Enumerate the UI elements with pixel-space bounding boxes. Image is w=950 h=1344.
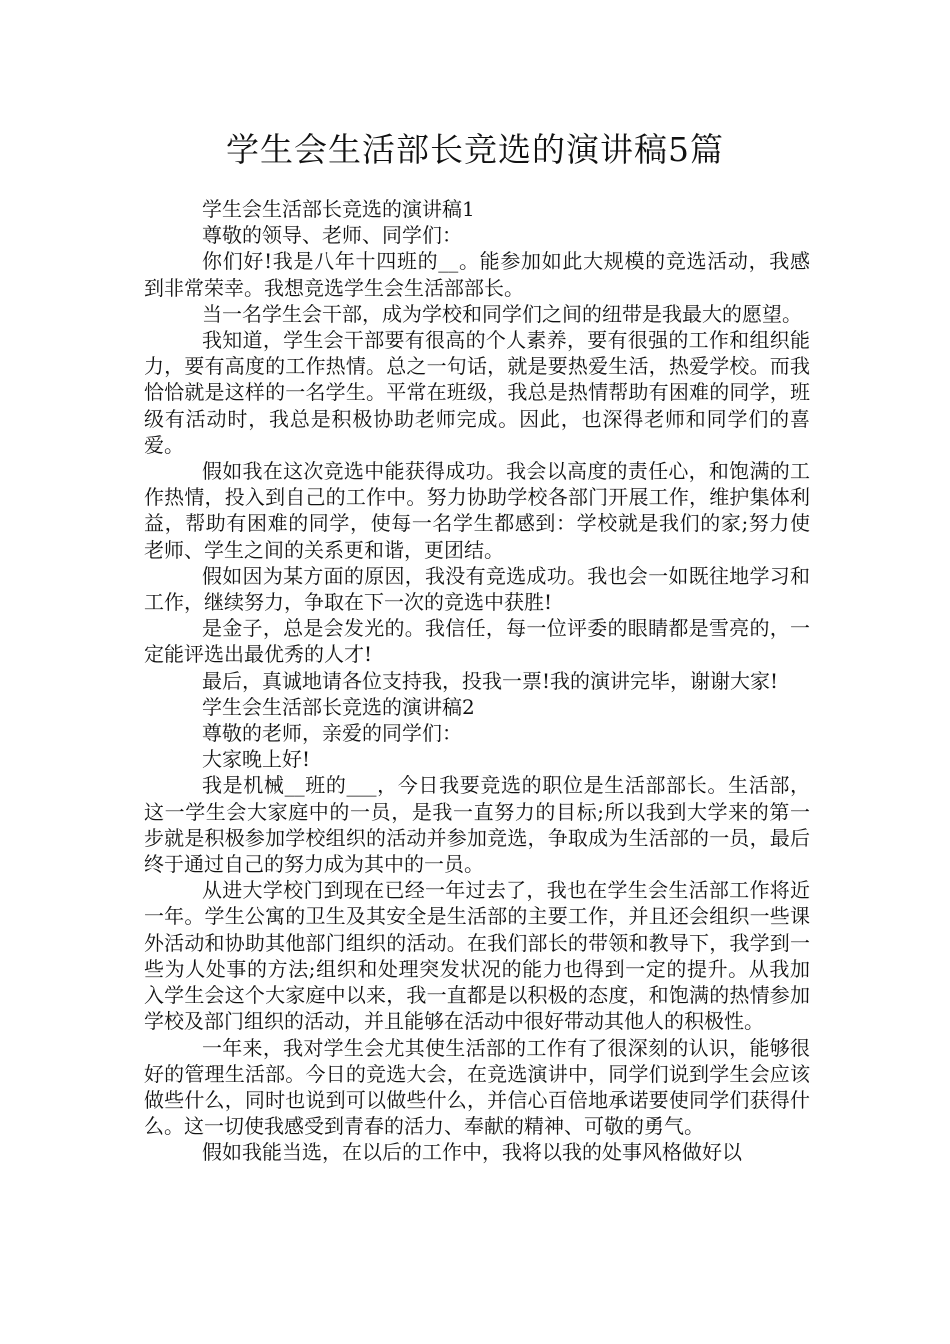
paragraph: 一年来，我对学生会尤其使生活部的工作有了很深刻的认识，能够很好的管理生活部。今日的竞选大会，在竞选演讲中，同学们说到学生会应该做些什么，同时也说到可以做些什么，并信心百倍地承诺要使同学们获得什么。这一切使我感受到青春的活力、奉献的精神、可敬的勇气。 bbox=[144, 1035, 810, 1139]
paragraph: 从进大学校门到现在已经一年过去了，我也在学生会生活部工作将近一年。学生公寓的卫生及其安全是生活部的主要工作，并且还会组织一些课外活动和协助其他部门组织的活动。在我们部长的带领和教导下，我学到一些为人处事的方法;组织和处理突发状况的能力也得到一定的提升。从我加入学生会这个大家庭中以来，我一直都是以积极的态度，和饱满的热情参加学校及部门组织的活动，并且能够在活动中很好带动其他人的积极性。 bbox=[144, 878, 810, 1034]
salutation: 尊敬的领导、老师、同学们： bbox=[202, 223, 462, 248]
paragraph: 是金子，总是会发光的。我信任，每一位评委的眼睛都是雪亮的，一定能评选出最优秀的人才! bbox=[144, 616, 810, 667]
greeting: 大家晚上好! bbox=[202, 747, 311, 772]
section-heading: 学生会生活部长竞选的演讲稿2 bbox=[202, 694, 475, 719]
paragraph: 我知道，学生会干部要有很高的个人素养，要有很强的工作和组织能力，要有高度的工作热情。总之一句话，就是要热爱生活，热爱学校。而我恰恰就是这样的一名学生。平常在班级，我总是热情帮助有困难的同学，班级有活动时，我总是积极协助老师完成。因此，也深得老师和同学们的喜爱。 bbox=[144, 328, 810, 457]
document-title: 学生会生活部长竞选的演讲稿5篇 bbox=[226, 130, 724, 169]
paragraph: 假如我能当选，在以后的工作中，我将以我的处事风格做好以 bbox=[202, 1140, 742, 1165]
salutation: 尊敬的老师，亲爱的同学们： bbox=[202, 721, 462, 746]
paragraph: 假如我在这次竞选中能获得成功。我会以高度的责任心，和饱满的工作热情，投入到自己的工作中。努力协助学校各部门开展工作，维护集体利益，帮助有困难的同学，使每一名学生都感到：学校就是我们的家;努力使老师、学生之间的关系更和谐，更团结。 bbox=[144, 459, 810, 562]
paragraph: 当一名学生会干部，成为学校和同学们之间的纽带是我最大的愿望。 bbox=[202, 301, 802, 326]
paragraph: 假如因为某方面的原因，我没有竞选成功。我也会一如既往地学习和工作，继续努力，争取在下一次的竞选中获胜! bbox=[144, 563, 810, 615]
document-body bbox=[144, 196, 810, 1166]
section-heading: 学生会生活部长竞选的演讲稿1 bbox=[202, 197, 475, 221]
paragraph: 最后，真诚地请各位支持我，投我一票!我的演讲完毕，谢谢大家! bbox=[202, 668, 779, 693]
paragraph: 你们好!我是八年十四班的__。能参加如此大规模的竞选活动，我感到非常荣幸。我想竞选学生会生活部部长。 bbox=[144, 249, 810, 300]
paragraph: 我是机械__班的___，今日我要竞选的职位是生活部部长。生活部，这一学生会大家庭中的一员，是我一直努力的目标;所以我到大学来的第一步就是积极参加学校组织的活动并参加竞选，争取成为生活部的一员，最后终于通过自己的努力成为其中的一员。 bbox=[144, 773, 810, 877]
